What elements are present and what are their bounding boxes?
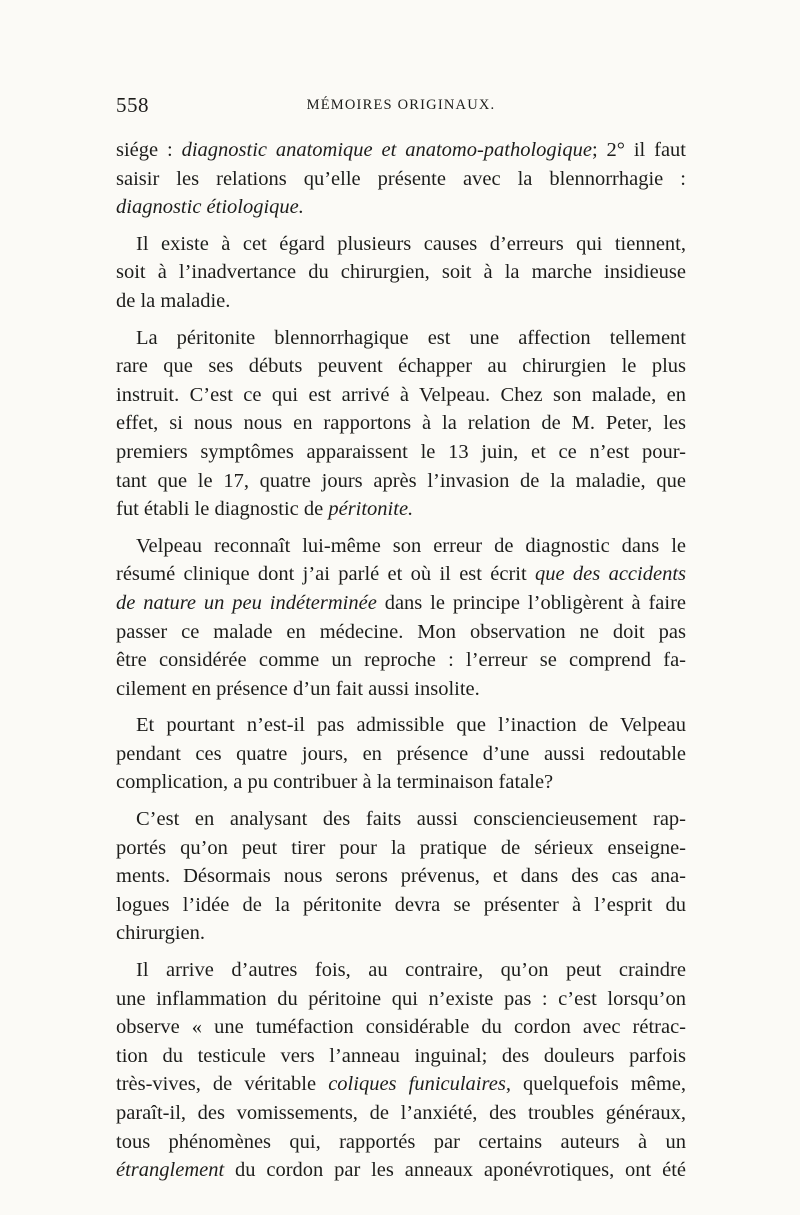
page-number: 558 <box>116 93 149 117</box>
paragraph <box>116 136 686 222</box>
paragraph <box>116 805 686 948</box>
text-line: Et pourtant n’est-il pas admissible que l’inaction de Velpeau <box>136 714 686 737</box>
text-line: étranglement du cordon par les anneaux aponévrotiques, ont été <box>116 1159 686 1182</box>
text-line: soit à l’inadvertance du chirurgien, soit à la marche insidieuse <box>116 261 686 284</box>
page-header <box>116 93 686 119</box>
text-line: de la maladie. <box>116 289 231 312</box>
text-line: siége : diagnostic anatomique et anatomo-pathologique; 2° il faut <box>116 139 686 161</box>
text-line: résumé clinique dont j’ai parlé et où il est écrit que des accidents <box>116 563 686 586</box>
text-line: tant que le 17, quatre jours après l’invasion de la maladie, que <box>116 469 686 492</box>
text-line: Il existe à cet égard plusieurs causes d’erreurs qui tiennent, <box>136 232 686 255</box>
text-line: observe « une tuméfaction considérable du cordon avec rétrac- <box>116 1016 686 1039</box>
text-line: une inflammation du péritoine qui n’existe pas : c’est lorsqu’on <box>116 987 686 1010</box>
text-line: tous phénomènes qui, rapportés par certains auteurs à un <box>116 1130 686 1153</box>
text-line: instruit. C’est ce qui est arrivé à Velpeau. Chez son malade, en <box>116 383 686 406</box>
paragraph <box>116 324 686 524</box>
text-line: saisir les relations qu’elle présente avec la blennorrhagie : <box>116 167 686 190</box>
text-line: cilement en présence d’un fait aussi insolite. <box>116 677 480 700</box>
text-line: Il arrive d’autres fois, au contraire, qu’on peut craindre <box>136 959 686 982</box>
running-head: MÉMOIRES ORIGINAUX. <box>306 97 496 113</box>
text-line: logues l’idée de la péritonite devra se présenter à l’esprit du <box>116 893 686 916</box>
text-line: pendant ces quatre jours, en présence d’une aussi redoutable <box>116 742 686 765</box>
text-line: portés qu’on peut tirer pour la pratique de sérieux enseigne- <box>116 836 686 859</box>
paragraph <box>116 230 686 316</box>
text-line: paraît-il, des vomissements, de l’anxiété, des troubles généraux, <box>116 1102 686 1124</box>
text-line: être considérée comme un reproche : l’erreur se comprend fa- <box>116 649 686 672</box>
text-line: tion du testicule vers l’anneau inguinal; des douleurs parfois <box>116 1044 686 1067</box>
paragraph <box>116 711 686 797</box>
text-line: ments. Désormais nous serons prévenus, et dans des cas ana- <box>116 865 686 888</box>
text-line: fut établi le diagnostic de péritonite. <box>116 498 414 521</box>
text-line: La péritonite blennorrhagique est une affection tellement <box>136 326 686 349</box>
text-line: diagnostic étiologique. <box>116 196 304 219</box>
text-line: de nature un peu indéterminée dans le principe l’obligèrent à faire <box>116 591 686 614</box>
text-line: C’est en analysant des faits aussi consciencieusement rap- <box>136 808 686 831</box>
text-line: très-vives, de véritable coliques funiculaires, quelquefois même, <box>116 1073 686 1096</box>
paragraph <box>116 532 686 704</box>
text-line: chirurgien. <box>116 922 205 945</box>
text-line: complication, a pu contribuer à la terminaison fatale? <box>116 771 554 794</box>
text-line: premiers symptômes apparaissent le 13 juin, et ce n’est pour- <box>116 440 686 463</box>
text-line: rare que ses débuts peuvent échapper au chirurgien le plus <box>116 355 686 378</box>
paragraph <box>116 956 686 1185</box>
text-line: Velpeau reconnaît lui-même son erreur de diagnostic dans le <box>136 534 686 557</box>
body-text <box>116 136 686 1193</box>
text-line: effet, si nous nous en rapportons à la relation de M. Peter, les <box>116 412 686 435</box>
text-line: passer ce malade en médecine. Mon observation ne doit pas <box>116 620 686 643</box>
